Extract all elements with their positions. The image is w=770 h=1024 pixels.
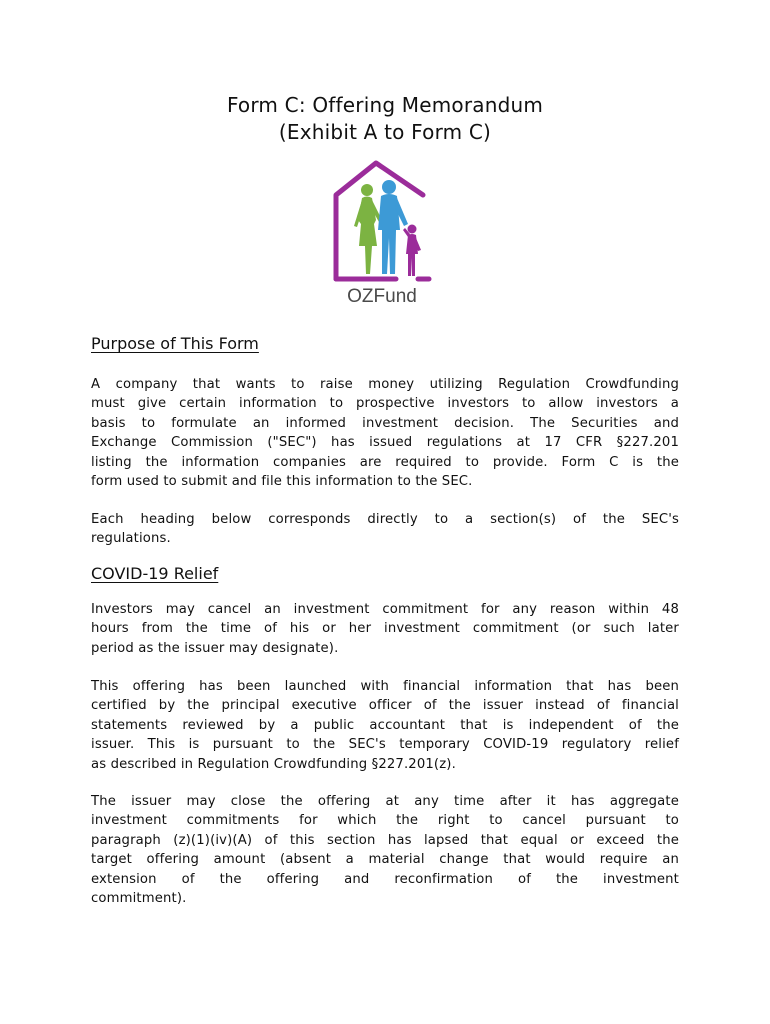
paragraph-covid-3 xyxy=(91,792,679,908)
document-title xyxy=(0,92,770,146)
title-line-1: Form C: Offering Memorandum xyxy=(226,93,544,117)
text-line: form used to submit and file this information to the SEC. xyxy=(91,474,473,490)
text-line: listing the information companies are required to provide. Form C is the xyxy=(91,454,679,470)
text-line: regulations. xyxy=(91,531,171,547)
section-heading-purpose: Purpose of This Form xyxy=(91,334,259,353)
text-line: issuer. This is pursuant to the SEC's temporary COVID-19 regulatory relief xyxy=(91,737,679,753)
text-line: The issuer may close the offering at any time after it has aggregate xyxy=(91,794,679,809)
text-line: Investors may cancel an investment commitment for any reason within 48 xyxy=(91,602,679,617)
text-line: hours from the time of his or her investment commitment (or such later xyxy=(91,621,679,637)
text-line: period as the issuer may designate). xyxy=(91,640,339,656)
text-line: Each heading below corresponds directly to a section(s) of the SEC's xyxy=(91,512,679,527)
text-line: statements reviewed by a public accountant that is independent of the xyxy=(91,717,679,733)
text-line: Exchange Commission ("SEC") has issued regulations at 17 CFR §227.201 xyxy=(91,435,679,451)
paragraph-covid-2 xyxy=(91,677,679,774)
text-line: A company that wants to raise money utilizing Regulation Crowdfunding xyxy=(91,377,679,392)
ozfund-logo xyxy=(318,158,446,314)
text-line: target offering amount (absent a material change that would require an xyxy=(91,852,679,868)
title-line-2: (Exhibit A to Form C) xyxy=(278,120,492,144)
text-line: must give certain information to prospective investors to allow investors a xyxy=(91,396,679,412)
paragraph-covid-1 xyxy=(91,600,679,658)
text-line: paragraph (z)(1)(iv)(A) of this section has lapsed that equal or exceed the xyxy=(91,832,679,848)
text-line: basis to formulate an informed investment decision. The Securities and xyxy=(91,415,679,431)
text-line: extension of the offering and reconfirmation of the investment xyxy=(91,871,679,887)
paragraph-purpose-1 xyxy=(91,375,679,491)
section-heading-covid: COVID-19 Relief xyxy=(91,564,219,583)
logo-wordmark: OZFund xyxy=(347,286,417,307)
paragraph-purpose-2 xyxy=(91,510,679,549)
text-line: as described in Regulation Crowdfunding §227.201(z). xyxy=(91,756,456,772)
text-line: investment commitments for which the right to cancel pursuant to xyxy=(91,813,679,829)
text-line: certified by the principal executive officer of the issuer instead of financial xyxy=(91,698,679,714)
house-family-icon xyxy=(318,158,446,286)
text-line: commitment). xyxy=(91,891,187,907)
text-line: This offering has been launched with financial information that has been xyxy=(91,679,679,694)
